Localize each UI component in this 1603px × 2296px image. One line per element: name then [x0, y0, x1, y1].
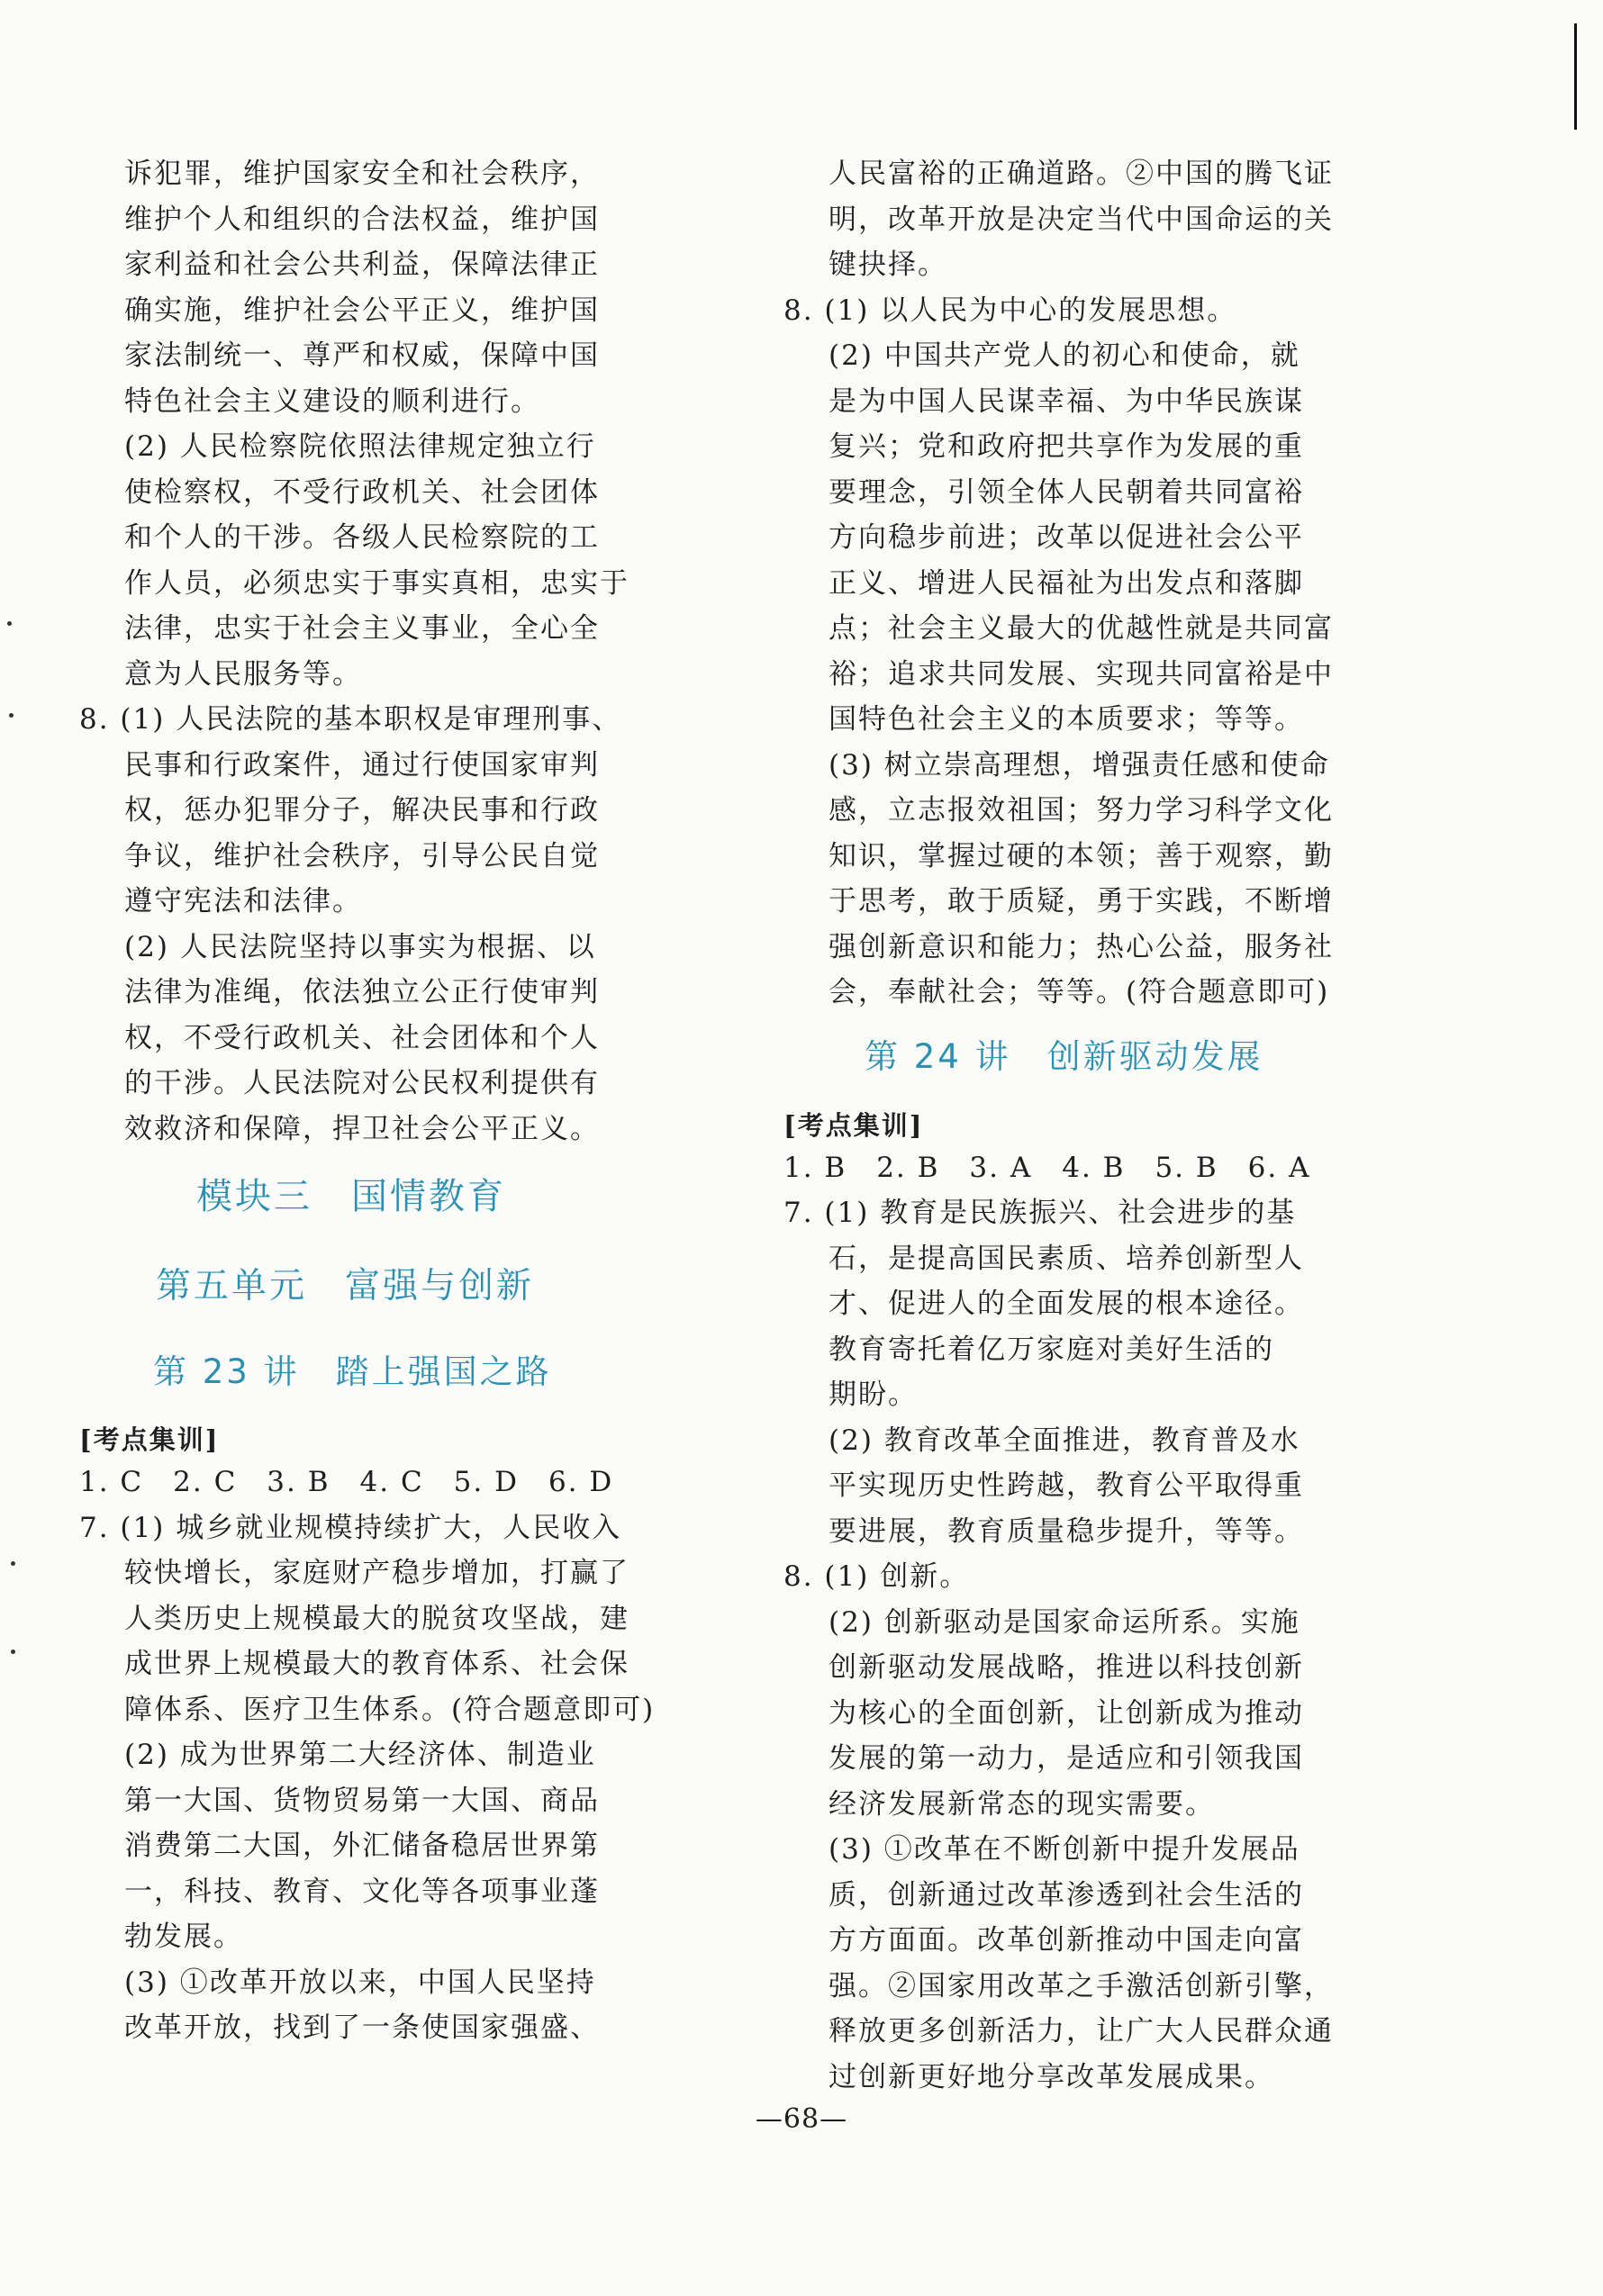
answer-line: 消费第二大国，外汇储备稳居世界第: [124, 1830, 600, 1862]
section-label: [考点集训]: [783, 1109, 924, 1141]
answer-line: 和个人的干涉。各级人民检察院的工: [124, 521, 600, 554]
scan-speck: [9, 713, 14, 718]
answer-line: 第一大国、货物贸易第一大国、商品: [124, 1784, 600, 1817]
page-edge-line: [1574, 23, 1577, 130]
answer-line: 要理念，引领全体人民朝着共同富裕: [829, 475, 1304, 509]
answer-line: 强创新意识和能力；热心公益，服务社: [829, 930, 1334, 963]
answer-line: 复兴；党和政府把共享作为发展的重: [829, 430, 1304, 463]
answer-line: 成世界上规模最大的教育体系、社会保: [124, 1648, 629, 1680]
answer-line: (2) 人民检察院依照法律规定独立行: [124, 430, 596, 463]
answer-line: 障体系、医疗卫生体系。(符合题意即可): [124, 1693, 656, 1726]
answer-line: 要进展，教育质量稳步提升，等等。: [829, 1514, 1304, 1548]
answer-line: 家法制统一、尊严和权威，保障中国: [124, 339, 600, 372]
answer-line: 一，科技、教育、文化等各项事业蓬: [124, 1875, 600, 1908]
answer-line: 会，奉献社会；等等。(符合题意即可): [829, 976, 1330, 1008]
answer-line: 感，立志报效祖国；努力学习科学文化: [829, 794, 1334, 827]
question-line: 8. (1) 以人民为中心的发展思想。: [783, 294, 1237, 327]
answer-line: 改革开放，找到了一条使国家强盛、: [124, 2011, 600, 2044]
question-line: 1. C 2. C 3. B 4. C 5. D 6. D: [79, 1466, 614, 1498]
answer-line: 勃发展。: [124, 1921, 243, 1953]
answer-line: 释放更多创新活力，让广大人民群众通: [829, 2015, 1334, 2047]
answer-line: 确实施，维护社会公平正义，维护国: [124, 294, 600, 327]
answer-line: 的干涉。人民法院对公民权利提供有: [124, 1067, 600, 1099]
answer-line: 权，不受行政机关、社会团体和个人: [124, 1021, 600, 1054]
answer-line: 正义、增进人民福祉为出发点和落脚: [829, 566, 1304, 600]
lesson-heading: 第 23 讲 踏上强国之路: [153, 1352, 552, 1391]
answer-line: (2) 人民法院坚持以事实为根据、以: [124, 930, 596, 963]
answer-line: 过创新更好地分享改革发展成果。: [829, 2060, 1274, 2093]
scan-speck: [11, 1650, 15, 1654]
answer-line: 点；社会主义最大的优越性就是共同富: [829, 612, 1334, 645]
module-heading: 模块三 国情教育: [196, 1176, 506, 1217]
answer-line: 明，改革开放是决定当代中国命运的关: [829, 203, 1334, 236]
answer-line: 裕；追求共同发展、实现共同富裕是中: [829, 657, 1334, 691]
answer-line: (3) ①改革开放以来，中国人民坚持: [124, 1966, 596, 1999]
answer-line: 是为中国人民谋幸福、为中华民族谋: [829, 384, 1304, 418]
answer-line: 意为人民服务等。: [124, 657, 362, 691]
answer-line: 教育寄托着亿万家庭对美好生活的: [829, 1333, 1274, 1366]
answer-line: 争议，维护社会秩序，引导公民自觉: [124, 839, 600, 872]
answer-line: 发展的第一动力，是适应和引领我国: [829, 1742, 1304, 1775]
answer-line: 诉犯罪，维护国家安全和社会秩序，: [124, 158, 600, 190]
answer-line: 经济发展新常态的现实需要。: [829, 1787, 1215, 1821]
question-line: 8. (1) 创新。: [783, 1560, 970, 1593]
unit-heading: 第五单元 富强与创新: [156, 1266, 535, 1306]
answer-line: 民事和行政案件，通过行使国家审判: [124, 748, 600, 782]
answer-line: 人民富裕的正确道路。②中国的腾飞证: [829, 158, 1334, 190]
answer-line: 于思考，敢于质疑，勇于实践，不断增: [829, 885, 1334, 917]
answer-line: (3) 树立崇高理想，增强责任感和使命: [829, 748, 1330, 782]
answer-line: 方向稳步前进；改革以促进社会公平: [829, 521, 1304, 554]
answer-line: 特色社会主义建设的顺利进行。: [124, 384, 540, 418]
answer-line: 强。②国家用改革之手激活创新引擎，: [829, 1969, 1334, 2002]
answer-line: 效救济和保障，捍卫社会公平正义。: [124, 1112, 600, 1145]
scan-speck: [11, 1561, 15, 1566]
answer-line: 平实现历史性跨越，教育公平取得重: [829, 1469, 1304, 1502]
answer-line: 键抉择。: [829, 249, 947, 281]
answer-line: (2) 创新驱动是国家命运所系。实施: [829, 1605, 1300, 1639]
answer-line: 家利益和社会公共利益，保障法律正: [124, 249, 600, 281]
right-column: [783, 151, 1360, 2100]
question-line: 8. (1) 人民法院的基本职权是审理刑事、: [79, 703, 622, 736]
answer-line: (2) 成为世界第二大经济体、制造业: [124, 1739, 596, 1771]
answer-line: 石，是提高国民素质、培养创新型人: [829, 1242, 1304, 1275]
answer-line: 法律，忠实于社会主义事业，全心全: [124, 612, 600, 645]
answer-line: 为核心的全面创新，让创新成为推动: [829, 1696, 1304, 1730]
answer-line: 才、促进人的全面发展的根本途径。: [829, 1288, 1304, 1320]
left-column: [79, 151, 656, 2051]
answer-line: 法律为准绳，依法独立公正行使审判: [124, 976, 600, 1008]
answer-line: 期盼。: [829, 1379, 918, 1411]
page-number: —68—: [755, 2103, 848, 2135]
answer-line: (2) 教育改革全面推进，教育普及水: [829, 1424, 1300, 1457]
question-line: 7. (1) 教育是民族振兴、社会进步的基: [783, 1197, 1297, 1229]
answer-line: 方方面面。改革创新推动中国走向富: [829, 1924, 1304, 1957]
question-line: 7. (1) 城乡就业规模持续扩大，人民收入: [79, 1511, 622, 1544]
answer-line: 权，惩办犯罪分子，解决民事和行政: [124, 794, 600, 827]
question-line: 1. B 2. B 3. A 4. B 5. B 6. A: [783, 1151, 1311, 1184]
scan-speck: [7, 621, 12, 626]
lesson-heading: 第 24 讲 创新驱动发展: [865, 1036, 1263, 1076]
answer-line: (2) 中国共产党人的初心和使命，就: [829, 339, 1300, 372]
answer-line: 知识，掌握过硬的本领；善于观察，勤: [829, 839, 1334, 872]
answer-line: 作人员，必须忠实于事实真相，忠实于: [124, 566, 629, 600]
answer-line: 维护个人和组织的合法权益，维护国: [124, 203, 600, 236]
answer-line: (3) ①改革在不断创新中提升发展品: [829, 1833, 1300, 1866]
answer-line: 遵守宪法和法律。: [124, 885, 362, 917]
answer-line: 质，创新通过改革渗透到社会生活的: [829, 1878, 1304, 1912]
answer-line: 创新驱动发展战略，推进以科技创新: [829, 1651, 1304, 1684]
answer-line: 国特色社会主义的本质要求；等等。: [829, 703, 1304, 736]
answer-line: 使检察权，不受行政机关、社会团体: [124, 475, 600, 509]
answer-line: 人类历史上规模最大的脱贫攻坚战，建: [124, 1602, 629, 1635]
answer-line: 较快增长，家庭财产稳步增加，打赢了: [124, 1557, 629, 1589]
section-label: [考点集训]: [79, 1424, 220, 1455]
